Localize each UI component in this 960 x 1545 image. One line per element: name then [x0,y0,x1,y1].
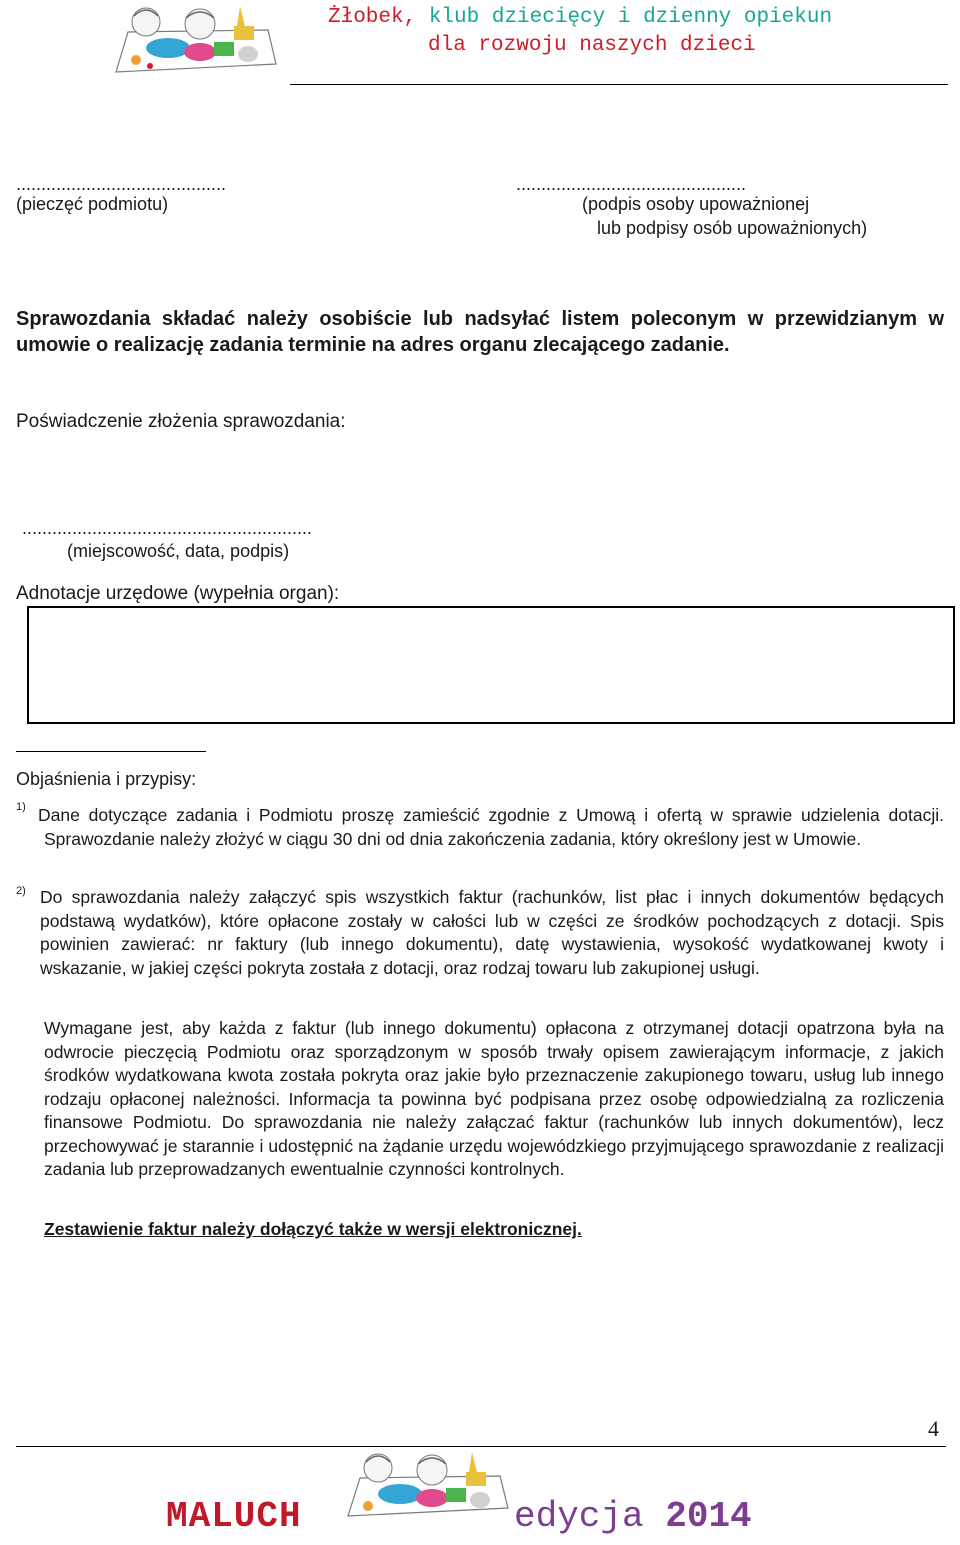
right-signature-dots: .............................................. [516,174,747,194]
left-signature-dots: .......................................... [16,174,227,194]
right-signature-label-2: lub podpisy osób upoważnionych) [597,218,868,238]
footnote-2-paragraph-2: Wymagane jest, aby każda z faktur (lub innego dokumentu) opłacona z otrzymanej dotacji opatrzona była na odwrocie pieczęcią Podmiotu oraz sporządzonym w sposób trwały opisem zawierającym informacje, z jakich środków wydatkowana kwota została pokryta oraz jakie było przeznaczenie zakupionego towaru, usług lub innego rodzaju opłaconej należności. Informacja ta powinna być podpisana przez osobę odpowiedzialną za rozliczenia finansowe Podmiotu. Do sprawozdania nie należy załączać faktur (rachunków lub innych dokumentów), lecz przechowywać je starannie i udostępnić na żądanie urzędu wojewódzkiego przyjmującego sprawozdanie z realizacji zadania lub przeprowadzanych ewentualnie czynności kontrolnych. [44,1018,944,1179]
header-subtitle: dla rozwoju naszych dzieci [428,34,756,57]
footnote-2 [16,884,36,908]
footnote-2-emphasis: Zestawienie faktur należy dołączyć także w wersji elektronicznej. [44,1219,582,1239]
header-divider [290,84,948,85]
header-title-rest: klub dziecięcy i dzienny opiekun [428,6,833,29]
program-name: MALUCH [166,1496,302,1537]
confirmation-dots: .......................................................... [22,518,313,538]
header-title [328,6,832,29]
official-notes-label: Adnotacje urzędowe (wypełnia organ): [16,583,340,604]
footnote-2-text: Do sprawozdania należy załączyć spis wszystkich faktur (rachunków, list płac i innych dokumentów będących podstawą wydatków), które opłacone zostały w całości lub w części ze środków pochodzących z dotacji. Spis powinien zawierać: nr faktury (lub innego dokumentu), datę wystawienia, wysokość wydatkowanej kwoty i wskazanie, w jakiej części pokryta została z dotacji, oraz rodzaj towaru lub zakupionej usługi. [40,887,944,978]
footnote-1-text: Dane dotyczące zadania i Podmiotu proszę zamieścić zgodnie z Umową i ofertą w sprawie udzielenia dotacji. Sprawozdanie należy złożyć w ciągu 30 dni od dnia zakończenia zadania, który określony jest w Umowie. [38,805,944,849]
footer-logo [340,1450,512,1522]
children-playing-icon [340,1450,512,1522]
footnotes-heading: Objaśnienia i przypisy: [16,769,197,789]
header-logo [108,2,280,78]
left-signature-label: (pieczęć podmiotu) [16,194,169,214]
confirmation-caption: (miejscowość, data, podpis) [67,541,290,561]
footnote-divider [16,751,206,752]
header-title-first-word: Żłobek, [328,6,417,29]
children-playing-icon [108,2,280,78]
confirmation-label: Poświadczenie złożenia sprawozdania: [16,411,346,432]
page-number: 4 [928,1416,939,1441]
footnote-2-marker: 2) [16,885,26,898]
submission-instruction: Sprawozdania składać należy osobiście lub nadsyłać listem poleconym w przewidzianym w umowie o realizację zadania terminie na adres organu zlecającego zadanie. [16,308,944,356]
footer-divider [16,1446,946,1447]
edition-year: 2014 [665,1496,752,1537]
edition-label [514,1496,752,1537]
right-signature-label-1: (podpis osoby upoważnionej [582,194,810,214]
footnote-1-marker: 1) [16,801,26,814]
official-notes-box [27,606,955,724]
edition-word: edycja [514,1496,644,1537]
